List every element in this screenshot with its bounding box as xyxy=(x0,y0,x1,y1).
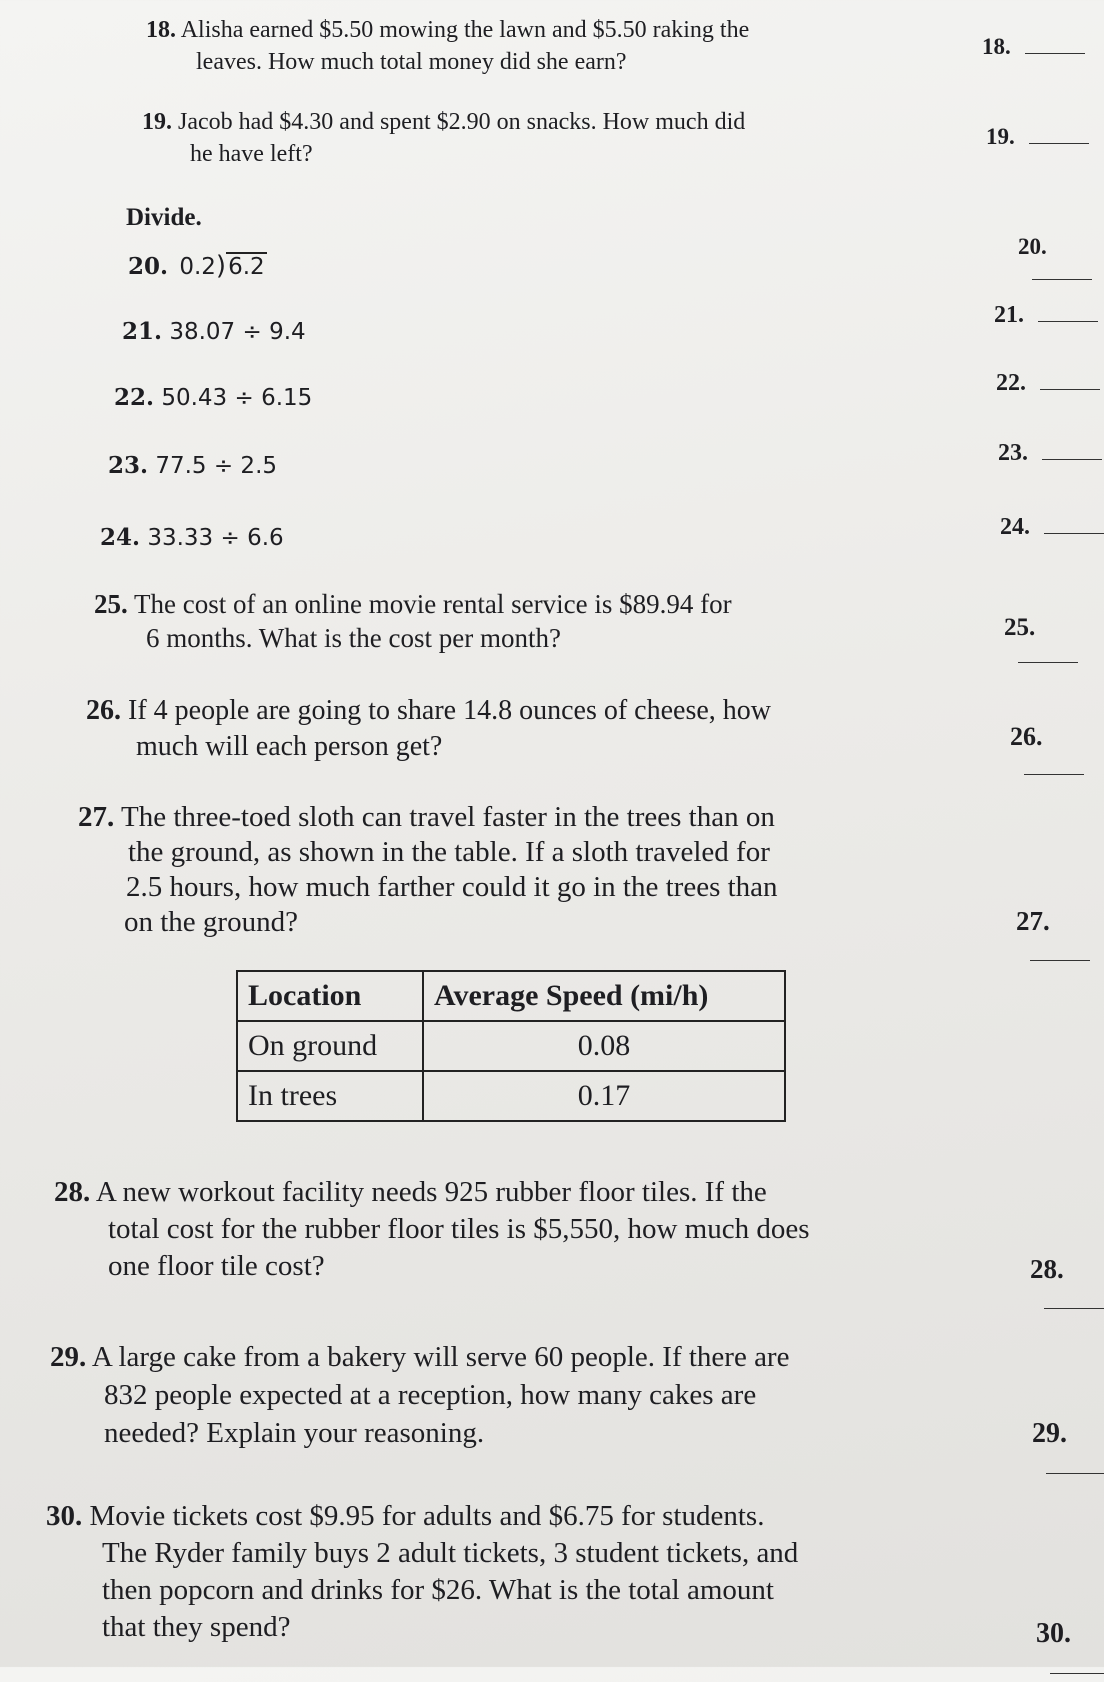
question-text: Alisha earned $5.50 mowing the lawn and $5.50 raking the xyxy=(180,17,750,43)
long-division xyxy=(175,248,266,285)
question-number: 20. xyxy=(128,253,169,280)
answer-blank[interactable] xyxy=(1018,660,1078,663)
dividend: 6.2 xyxy=(228,254,265,280)
question-22 xyxy=(114,380,312,416)
question-text: Movie tickets cost $9.95 for adults and $6.75 for students. xyxy=(89,1500,765,1532)
question-text: the ground, as shown in the table. If a sloth traveled for xyxy=(128,836,770,868)
table-cell: 0.17 xyxy=(423,1071,785,1121)
answer-blank[interactable] xyxy=(1046,1471,1104,1474)
table-row xyxy=(237,1071,785,1121)
question-number: 28. xyxy=(54,1176,91,1208)
answer-line-24[interactable] xyxy=(1000,514,1104,541)
question-27 xyxy=(78,800,778,940)
table-cell: In trees xyxy=(237,1071,423,1121)
question-number: 19. xyxy=(142,109,172,135)
question-number: 18. xyxy=(146,17,176,43)
answer-blank[interactable] xyxy=(1032,277,1092,280)
question-text: The Ryder family buys 2 adult tickets, 3 student tickets, and xyxy=(102,1537,799,1569)
answer-label: 24. xyxy=(1000,514,1030,540)
answer-label: 29. xyxy=(1032,1418,1067,1449)
answer-label: 30. xyxy=(1036,1618,1071,1649)
question-21 xyxy=(122,314,306,350)
question-30 xyxy=(46,1498,798,1646)
answer-label: 19. xyxy=(986,124,1015,149)
answer-blank[interactable] xyxy=(1042,457,1102,460)
answer-label: 22. xyxy=(996,370,1026,396)
answer-blank[interactable] xyxy=(1038,319,1098,322)
question-number: 23. xyxy=(108,452,149,479)
expression: 77.5 ÷ 2.5 xyxy=(155,453,278,479)
question-number: 22. xyxy=(114,384,155,411)
answer-line-27[interactable] xyxy=(1016,906,1104,968)
answer-line-22[interactable] xyxy=(996,370,1100,397)
answer-label: 23. xyxy=(998,440,1028,466)
division-bracket: ) xyxy=(215,251,227,281)
answer-line-29[interactable] xyxy=(1032,1418,1104,1482)
question-text: that they spend? xyxy=(102,1611,291,1643)
answer-label: 25. xyxy=(1004,614,1036,641)
question-number: 26. xyxy=(86,695,121,726)
table-cell: 0.08 xyxy=(423,1021,785,1071)
question-20 xyxy=(128,248,267,285)
question-number: 24. xyxy=(100,524,141,551)
answer-blank[interactable] xyxy=(1044,531,1104,534)
answer-line-28[interactable] xyxy=(1030,1254,1104,1316)
question-23 xyxy=(108,448,277,484)
answer-line-21[interactable] xyxy=(994,302,1098,329)
question-text: needed? Explain your reasoning. xyxy=(104,1417,485,1449)
answer-label: 26. xyxy=(1010,722,1043,751)
question-text: 6 months. What is the cost per month? xyxy=(146,623,561,653)
question-text: leaves. How much total money did she earn? xyxy=(196,49,627,75)
question-text: 2.5 hours, how much farther could it go in the trees than xyxy=(126,871,778,903)
expression: 50.43 ÷ 6.15 xyxy=(161,385,313,411)
question-text: The cost of an online movie rental service is $89.94 for xyxy=(134,589,732,619)
question-text: one floor tile cost? xyxy=(108,1250,325,1282)
table-header: Location xyxy=(237,971,423,1021)
question-number: 27. xyxy=(78,801,115,833)
sloth-speed-table xyxy=(236,970,786,1122)
question-text: 832 people expected at a reception, how many cakes are xyxy=(104,1379,757,1411)
answer-line-20[interactable] xyxy=(1018,234,1104,286)
answer-blank[interactable] xyxy=(1050,1671,1104,1674)
answer-line-19[interactable] xyxy=(986,124,1089,150)
answer-line-23[interactable] xyxy=(998,440,1102,467)
question-text: much will each person get? xyxy=(136,731,443,762)
question-19 xyxy=(142,106,745,170)
question-text: A large cake from a bakery will serve 60 people. If there are xyxy=(91,1341,790,1373)
question-text: on the ground? xyxy=(124,906,298,938)
answer-line-25[interactable] xyxy=(1004,614,1104,670)
question-text: Jacob had $4.30 and spent $2.90 on snacks. How much did xyxy=(178,109,746,135)
question-text: then popcorn and drinks for $26. What is the total amount xyxy=(102,1574,774,1606)
answer-blank[interactable] xyxy=(1024,772,1084,775)
question-text: A new workout facility needs 925 rubber floor tiles. If the xyxy=(95,1176,767,1208)
answer-blank[interactable] xyxy=(1030,958,1090,961)
table-header-row xyxy=(237,971,785,1021)
answer-blank[interactable] xyxy=(1025,51,1085,54)
answer-blank[interactable] xyxy=(1029,141,1089,144)
question-number: 25. xyxy=(94,589,128,619)
question-29 xyxy=(50,1338,789,1452)
answer-label: 28. xyxy=(1030,1254,1064,1284)
question-number: 30. xyxy=(46,1500,83,1532)
question-26 xyxy=(86,693,771,765)
question-text: total cost for the rubber floor tiles is $5,550, how much does xyxy=(108,1213,810,1245)
question-number: 29. xyxy=(50,1341,87,1373)
answer-label: 27. xyxy=(1016,906,1050,936)
answer-line-26[interactable] xyxy=(1010,722,1104,782)
question-number: 21. xyxy=(122,318,163,345)
expression: 38.07 ÷ 9.4 xyxy=(169,319,306,345)
answer-line-18[interactable] xyxy=(982,34,1085,60)
answer-label: 20. xyxy=(1018,234,1047,259)
question-24 xyxy=(100,520,284,556)
question-text: If 4 people are going to share 14.8 ounces of cheese, how xyxy=(128,695,772,726)
table-row xyxy=(237,1021,785,1071)
answer-line-30[interactable] xyxy=(1036,1618,1104,1682)
question-text: The three-toed sloth can travel faster in the trees than on xyxy=(120,801,775,833)
expression: 33.33 ÷ 6.6 xyxy=(147,525,284,551)
question-28 xyxy=(54,1174,810,1285)
question-text: he have left? xyxy=(190,141,313,167)
question-18 xyxy=(146,14,749,78)
divisor: 0.2 xyxy=(179,254,216,280)
answer-label: 21. xyxy=(994,302,1024,328)
answer-blank[interactable] xyxy=(1044,1306,1104,1309)
table-header: Average Speed (mi/h) xyxy=(423,971,785,1021)
question-25 xyxy=(94,587,732,655)
answer-blank[interactable] xyxy=(1040,387,1100,390)
table-cell: On ground xyxy=(237,1021,423,1071)
section-heading: Divide. xyxy=(126,204,202,231)
answer-label: 18. xyxy=(982,34,1011,59)
